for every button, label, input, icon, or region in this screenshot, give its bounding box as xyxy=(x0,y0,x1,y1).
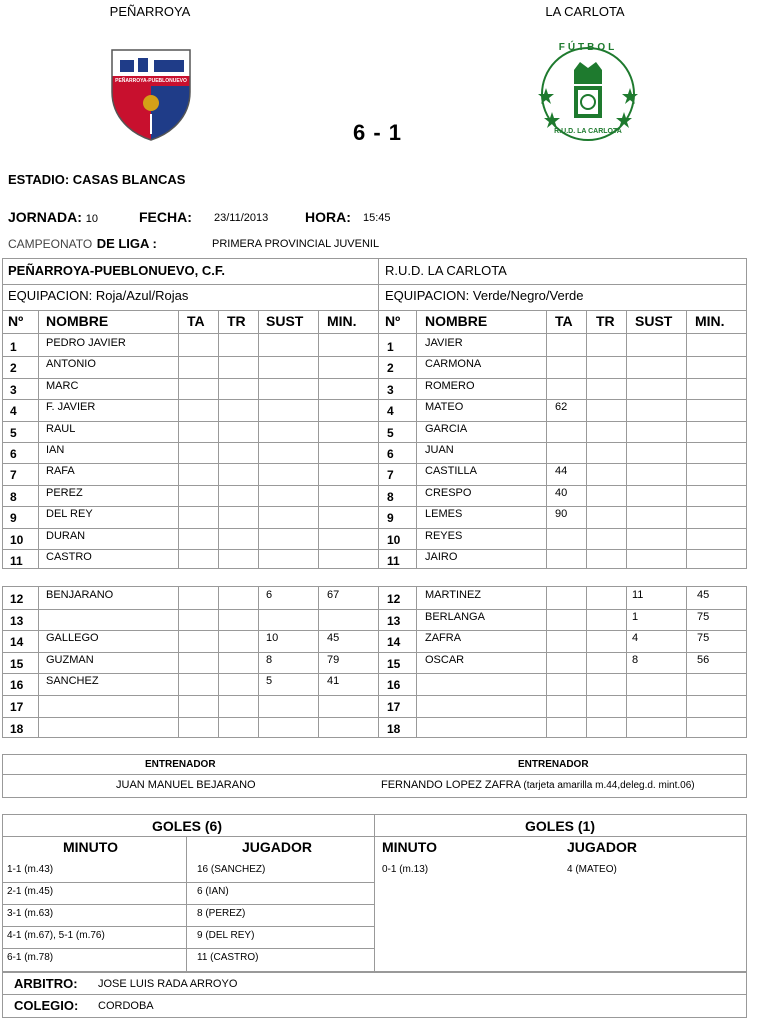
table-row-name: DEL REY xyxy=(46,508,93,520)
table-row-name: CASTRO xyxy=(46,551,92,563)
home-col-num: Nº xyxy=(8,313,24,329)
table-row-name: CASTILLA xyxy=(425,465,477,477)
table-row-number: 14 xyxy=(10,635,24,649)
away-goals-title: GOLES (1) xyxy=(525,818,596,834)
goal-minute: 3-1 (m.63) xyxy=(7,908,54,919)
away-full-name: R.U.D. LA CARLOTA xyxy=(385,263,507,278)
table-row-number: 12 xyxy=(10,592,24,606)
college-label: COLEGIO: xyxy=(14,998,79,1013)
home-kit-label: EQUIPACION: xyxy=(8,288,93,303)
table-row-number: 4 xyxy=(387,404,394,418)
table-row-number: 18 xyxy=(10,722,24,736)
table-row-sust: 5 xyxy=(266,675,273,687)
table-row-number: 16 xyxy=(10,678,24,692)
coach-table xyxy=(2,754,747,798)
home-full-name: PEÑARROYA-PUEBLONUEVO, C.F. xyxy=(8,263,225,278)
away-col-name: NOMBRE xyxy=(425,313,488,329)
table-row-ta: 62 xyxy=(555,401,568,413)
away-coach: FERNANDO LOPEZ ZAFRA xyxy=(381,779,521,791)
away-col-num: Nº xyxy=(385,313,401,329)
table-row-name: JAIRO xyxy=(425,551,458,563)
table-row-name: LEMES xyxy=(425,508,463,520)
table-row-name: SANCHEZ xyxy=(46,675,99,687)
away-crest-bottom-text: R.U.D. LA CARLOTA xyxy=(554,128,622,135)
home-col-name: NOMBRE xyxy=(46,313,109,329)
away-kit-row xyxy=(385,288,583,303)
away-crest-top-text: FÚTBOL xyxy=(558,42,618,53)
away-coach-label: ENTRENADOR xyxy=(518,759,589,770)
goal-player: 11 (CASTRO) xyxy=(197,952,259,963)
goal-player: 16 (SANCHEZ) xyxy=(197,864,266,875)
table-row-name: MARC xyxy=(46,380,79,392)
table-row-name: DURAN xyxy=(46,530,86,542)
table-row-min: 41 xyxy=(327,675,340,687)
away-goals-minute-header: MINUTO xyxy=(382,839,437,855)
goal-minute: 0-1 (m.13) xyxy=(382,864,429,875)
goal-minute: 1-1 (m.43) xyxy=(7,864,54,875)
home-col-sust: SUST xyxy=(266,313,304,329)
table-row-name: ROMERO xyxy=(425,380,475,392)
table-row-number: 3 xyxy=(10,383,17,397)
table-row-number: 10 xyxy=(10,533,24,547)
table-row-ta: 44 xyxy=(555,465,568,477)
table-row-min: 75 xyxy=(697,611,710,623)
home-col-tr: TR xyxy=(227,313,246,329)
home-crest xyxy=(108,48,194,142)
away-kit: Verde/Negro/Verde xyxy=(472,288,584,303)
goal-minute: 2-1 (m.45) xyxy=(7,886,54,897)
away-col-tr: TR xyxy=(596,313,615,329)
liga-label: DE LIGA : xyxy=(96,236,157,251)
table-row-name: GALLEGO xyxy=(46,632,99,644)
table-row-number: 10 xyxy=(387,533,401,547)
goal-player: 6 (IAN) xyxy=(197,886,229,897)
competition-name: PRIMERA PROVINCIAL JUVENIL xyxy=(212,238,380,250)
table-row-name: BENJARANO xyxy=(46,589,114,601)
competition-row xyxy=(8,235,157,253)
fecha-value: 23/11/2013 xyxy=(214,212,269,224)
table-row-min: 56 xyxy=(697,654,710,666)
table-row-number: 13 xyxy=(387,614,401,628)
away-coach-note: (tarjeta amarilla m.44,deleg.d. mint.06) xyxy=(523,780,695,791)
table-row-name: JAVIER xyxy=(425,337,463,349)
table-row-number: 17 xyxy=(387,700,401,714)
away-coach-row xyxy=(381,779,695,791)
away-crest xyxy=(538,40,638,148)
table-row-number: 18 xyxy=(387,722,401,736)
table-row-min: 67 xyxy=(327,589,340,601)
table-row-number: 13 xyxy=(10,614,24,628)
table-row-name: MARTINEZ xyxy=(425,589,482,601)
goal-minute: 4-1 (m.67), 5-1 (m.76) xyxy=(7,930,105,941)
table-row-number: 2 xyxy=(10,361,17,375)
table-row-name: PEDRO JAVIER xyxy=(46,337,126,349)
home-col-ta: TA xyxy=(187,313,205,329)
goal-player: 9 (DEL REY) xyxy=(197,930,255,941)
table-row-name: F. JAVIER xyxy=(46,401,96,413)
home-kit-row xyxy=(8,288,188,303)
away-goals-player-header: JUGADOR xyxy=(567,839,638,855)
home-col-min: MIN. xyxy=(327,313,357,329)
table-row-number: 8 xyxy=(387,490,394,504)
table-row-number: 11 xyxy=(10,554,23,568)
table-row-sust: 8 xyxy=(632,654,639,666)
table-row-name: REYES xyxy=(425,530,463,542)
table-row-number: 6 xyxy=(10,447,17,461)
table-row-min: 79 xyxy=(327,654,340,666)
table-row-name: MATEO xyxy=(425,401,464,413)
table-row-number: 16 xyxy=(387,678,401,692)
table-row-sust: 10 xyxy=(266,632,279,644)
home-coach: JUAN MANUEL BEJARANO xyxy=(116,779,256,791)
table-row-name: RAFA xyxy=(46,465,75,477)
table-row-sust: 4 xyxy=(632,632,639,644)
campeonato-label: CAMPEONATO xyxy=(8,237,93,251)
table-row-number: 5 xyxy=(387,426,394,440)
table-row-name: CRESPO xyxy=(425,487,472,499)
home-goals-title: GOLES (6) xyxy=(152,818,223,834)
home-coach-label: ENTRENADOR xyxy=(145,759,216,770)
table-row-sust: 11 xyxy=(632,589,644,601)
table-row-sust: 6 xyxy=(266,589,273,601)
referee-label: ARBITRO: xyxy=(14,976,78,991)
home-goals-minute-header: MINUTO xyxy=(63,839,118,855)
table-row-number: 11 xyxy=(387,554,400,568)
table-row-name: BERLANGA xyxy=(425,611,485,623)
home-kit: Roja/Azul/Rojas xyxy=(95,288,189,303)
table-row-min: 45 xyxy=(327,632,340,644)
table-row-number: 1 xyxy=(387,340,394,354)
table-row-number: 2 xyxy=(387,361,394,375)
table-row-number: 15 xyxy=(10,657,24,671)
goal-player: 4 (MATEO) xyxy=(567,864,617,875)
table-row-number: 7 xyxy=(10,468,17,482)
away-col-sust: SUST xyxy=(635,313,673,329)
table-row-number: 4 xyxy=(10,404,17,418)
table-row-number: 15 xyxy=(387,657,401,671)
table-row-name: ANTONIO xyxy=(46,358,96,370)
away-col-min: MIN. xyxy=(695,313,725,329)
table-row-name: JUAN xyxy=(425,444,454,456)
table-row-min: 75 xyxy=(697,632,710,644)
table-row-number: 9 xyxy=(387,511,394,525)
home-crest-text: PEÑARROYA-PUEBLONUEVO xyxy=(115,78,187,84)
table-row-ta: 90 xyxy=(555,508,568,520)
hora-label: HORA: xyxy=(305,209,351,225)
table-row-name: RAUL xyxy=(46,423,76,435)
referee-name: JOSE LUIS RADA ARROYO xyxy=(98,978,238,990)
table-row-name: PEREZ xyxy=(46,487,83,499)
away-team-name: LA CARLOTA xyxy=(545,4,625,19)
table-row-min: 45 xyxy=(697,589,710,601)
match-info-row xyxy=(8,209,98,225)
stadium: ESTADIO: CASAS BLANCAS xyxy=(8,172,186,187)
table-row-name: GUZMAN xyxy=(46,654,94,666)
table-row-number: 1 xyxy=(10,340,17,354)
table-row-ta: 40 xyxy=(555,487,568,499)
table-row-number: 17 xyxy=(10,700,24,714)
starters-table xyxy=(2,258,747,569)
table-row-number: 7 xyxy=(387,468,394,482)
goal-minute: 6-1 (m.78) xyxy=(7,952,54,963)
table-row-name: GARCIA xyxy=(425,423,468,435)
home-team-name: PEÑARROYA xyxy=(109,4,191,19)
jornada-label: JORNADA: xyxy=(8,209,82,225)
table-row-number: 6 xyxy=(387,447,394,461)
home-goals-player-header: JUGADOR xyxy=(242,839,313,855)
table-row-sust: 8 xyxy=(266,654,273,666)
table-row-number: 5 xyxy=(10,426,17,440)
hora-value: 15:45 xyxy=(363,212,391,224)
fecha-label: FECHA: xyxy=(139,209,192,225)
table-row-number: 12 xyxy=(387,592,401,606)
table-row-number: 3 xyxy=(387,383,394,397)
goal-player: 8 (PEREZ) xyxy=(197,908,246,919)
table-row-name: OSCAR xyxy=(425,654,465,666)
jornada-value: 10 xyxy=(85,213,99,225)
table-row-name: ZAFRA xyxy=(425,632,462,644)
table-row-sust: 1 xyxy=(632,611,639,623)
table-row-number: 9 xyxy=(10,511,17,525)
away-kit-label: EQUIPACION: xyxy=(385,288,470,303)
college-name: CORDOBA xyxy=(98,1000,154,1012)
match-score: 6 - 1 xyxy=(353,120,403,145)
table-row-name: IAN xyxy=(46,444,65,456)
table-row-number: 14 xyxy=(387,635,401,649)
table-row-number: 8 xyxy=(10,490,17,504)
away-col-ta: TA xyxy=(555,313,573,329)
table-row-name: CARMONA xyxy=(425,358,482,370)
